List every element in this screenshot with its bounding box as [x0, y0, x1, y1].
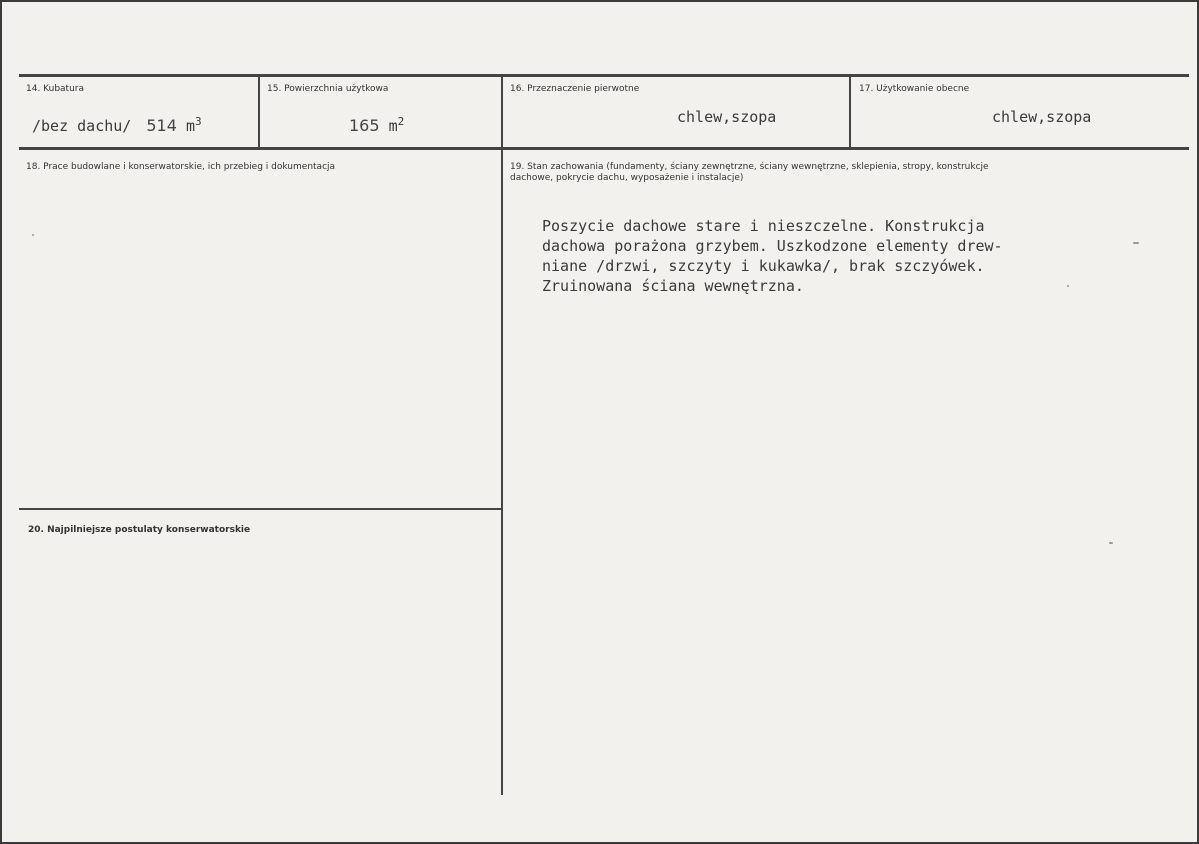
field-15-value — [349, 115, 404, 135]
paper-speck — [32, 234, 34, 236]
field-15-number: 165 — [349, 116, 380, 135]
field-19-line: niane /drzwi, szczyty i kukawka/, brak szczyówek. — [542, 257, 985, 275]
field-17-label: 17. Użytkowanie obecne — [859, 84, 970, 94]
field-18-label: 18. Prace budowlane i konserwatorskie, ich przebieg i dokumentacja — [26, 162, 336, 172]
field-14-number: 514 — [146, 116, 177, 135]
field-15-unit: m — [388, 117, 398, 135]
main-divider — [501, 147, 503, 795]
paper-speck — [1133, 242, 1139, 244]
field-14-unit-exp: 3 — [194, 115, 202, 128]
field-15-label: 15. Powierzchnia użytkowa — [267, 84, 389, 94]
field-19-line: Poszycie dachowe stare i nieszczelne. Konstrukcja — [542, 217, 985, 235]
col-divider-3 — [849, 74, 851, 149]
row-rule — [19, 147, 1189, 150]
paper-speck — [1109, 542, 1113, 544]
field-14-unit: m — [185, 117, 195, 135]
field-19-line: dachowa porażona grzybem. Uszkodzone elementy drew- — [542, 237, 1003, 255]
field-20-label: 20. Najpilniejsze postulaty konserwatorskie — [28, 525, 251, 535]
col-divider-1 — [258, 74, 260, 149]
field-14-value — [32, 115, 202, 135]
section-rule — [19, 508, 501, 510]
field-17-value: chlew,szopa — [992, 108, 1092, 126]
field-19-label: 19. Stan zachowania (fundamenty, ściany zewnętrzne, ściany wewnętrzne, sklepienia, stropy, konstrukcje dachowe, pokrycie dachu, wyposażenie i instalacje) — [510, 162, 989, 183]
field-16-value: chlew,szopa — [677, 108, 777, 126]
paper-speck — [1067, 285, 1069, 287]
field-14-label: 14. Kubatura — [26, 84, 85, 94]
field-19-text — [542, 216, 1003, 296]
top-rule — [19, 74, 1189, 77]
field-16-label: 16. Przeznaczenie pierwotne — [510, 84, 640, 94]
field-19-line: Zruinowana ściana wewnętrzna. — [542, 277, 804, 295]
field-14-note: /bez dachu/ — [32, 117, 132, 135]
col-divider-2 — [501, 74, 503, 149]
field-15-unit-exp: 2 — [397, 115, 405, 128]
